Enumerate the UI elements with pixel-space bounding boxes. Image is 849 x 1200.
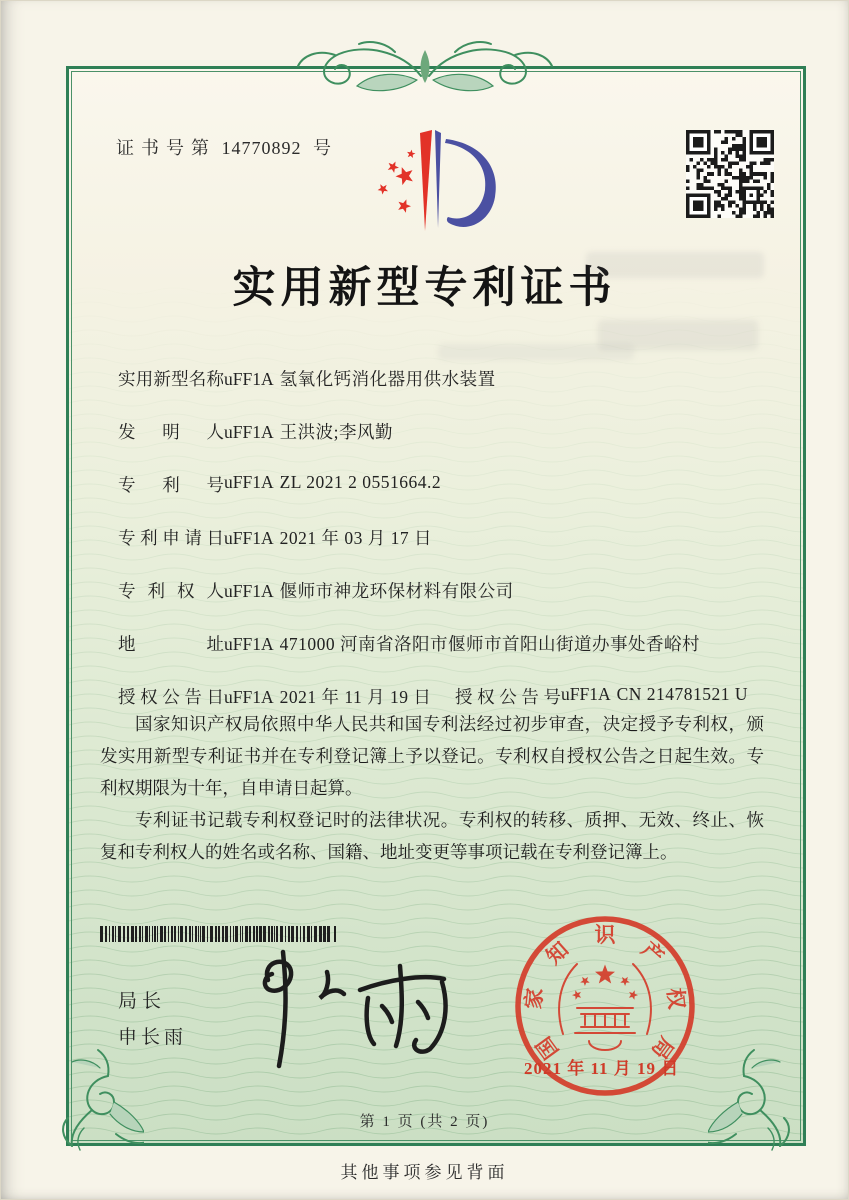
- field-row-patent-number: [118, 472, 788, 525]
- field-colon: [224, 528, 274, 548]
- svg-text:知: 知: [541, 937, 574, 970]
- field-colon: [224, 581, 274, 601]
- field-value: ZL 2021 2 0551664.2: [279, 472, 442, 492]
- field-row-patentee: [118, 578, 788, 631]
- field-value: 氢氧化钙消化器用供水装置: [279, 369, 496, 389]
- certificate-number-suffix: 号: [313, 138, 331, 158]
- field-value: 2021 年 11 月 19 日: [279, 687, 432, 707]
- field-label: 授权公告日: [118, 687, 224, 707]
- legal-paragraph-1: 国家知识产权局依照中华人民共和国专利法经过初步审查，决定授予专利权，颁发实用新型专利证书并在专利登记簿上予以登记。专利权自授权公告之日起生效。专利权期限为十年，自申请日起算。: [100, 714, 764, 798]
- certificate-number-prefix: 证书号第: [116, 138, 216, 158]
- svg-text:家: 家: [521, 986, 548, 1011]
- corner-flourish-left-icon: [50, 1048, 144, 1154]
- officer-title: 局长: [118, 991, 167, 1012]
- field-colon: [224, 472, 274, 492]
- ink-showthrough: [586, 252, 764, 278]
- page-number: 第 1 页 (共 2 页): [359, 1114, 490, 1130]
- field-value: 2021 年 03 月 17 日: [279, 528, 432, 548]
- field-colon: [561, 684, 611, 704]
- field-label: 地址: [118, 634, 224, 654]
- field-list: [118, 366, 788, 737]
- svg-text:局: 局: [646, 1032, 679, 1064]
- field-row-utility-model-name: [118, 366, 788, 419]
- field-colon: [224, 687, 274, 707]
- qr-code: [686, 130, 774, 218]
- corner-flourish-right-icon: [708, 1048, 802, 1154]
- field-value: CN 214781521 U: [616, 684, 749, 704]
- cnipa-logo-icon: [338, 118, 550, 250]
- field-label: 授权公告号: [455, 687, 561, 707]
- seal-date: 2021 年 11 月 19 日: [524, 1059, 680, 1078]
- svg-text:产: 产: [636, 937, 669, 970]
- officer-name: 申长雨: [118, 1027, 188, 1048]
- ink-showthrough: [438, 344, 634, 360]
- certificate-number: [116, 134, 331, 160]
- field-label: 专利权人: [118, 581, 224, 601]
- field-grant-number: [455, 684, 748, 709]
- field-row-address: [118, 631, 788, 684]
- field-row-filing-date: [118, 525, 788, 578]
- back-note: 其他事项参见背面: [340, 1163, 509, 1182]
- field-value: 偃师市神龙环保材料有限公司: [279, 581, 514, 601]
- field-label: 实用新型名称: [118, 369, 224, 389]
- field-value: 王洪波;李风勤: [279, 422, 393, 442]
- svg-text:国: 国: [531, 1032, 564, 1064]
- signature-icon: [232, 946, 467, 1071]
- field-row-inventors: [118, 419, 788, 472]
- certificate-number-value: 14770892: [221, 138, 302, 158]
- field-label: 发明人: [118, 422, 224, 442]
- national-emblem-icon: [559, 964, 651, 1050]
- top-ornament-icon: [290, 34, 560, 98]
- field-colon: [224, 369, 274, 389]
- field-colon: [224, 634, 274, 654]
- legal-paragraph-2: 专利证书记载专利权登记时的法律状况。专利权的转移、质押、无效、终止、恢复和专利权人的姓名或名称、国籍、地址变更等事项记载在专利登记簿上。: [100, 810, 764, 862]
- svg-text:权: 权: [662, 986, 689, 1011]
- field-label: 专利号: [118, 475, 224, 495]
- field-colon: [224, 422, 274, 442]
- svg-text:识: 识: [594, 922, 616, 947]
- field-value: 471000 河南省洛阳市偃师市首阳山街道办事处香峪村: [279, 634, 700, 654]
- barcode: [100, 926, 338, 942]
- legal-text: [100, 708, 764, 868]
- field-label: 专利申请日: [118, 528, 224, 548]
- certificate-title: 实用新型专利证书: [232, 265, 617, 312]
